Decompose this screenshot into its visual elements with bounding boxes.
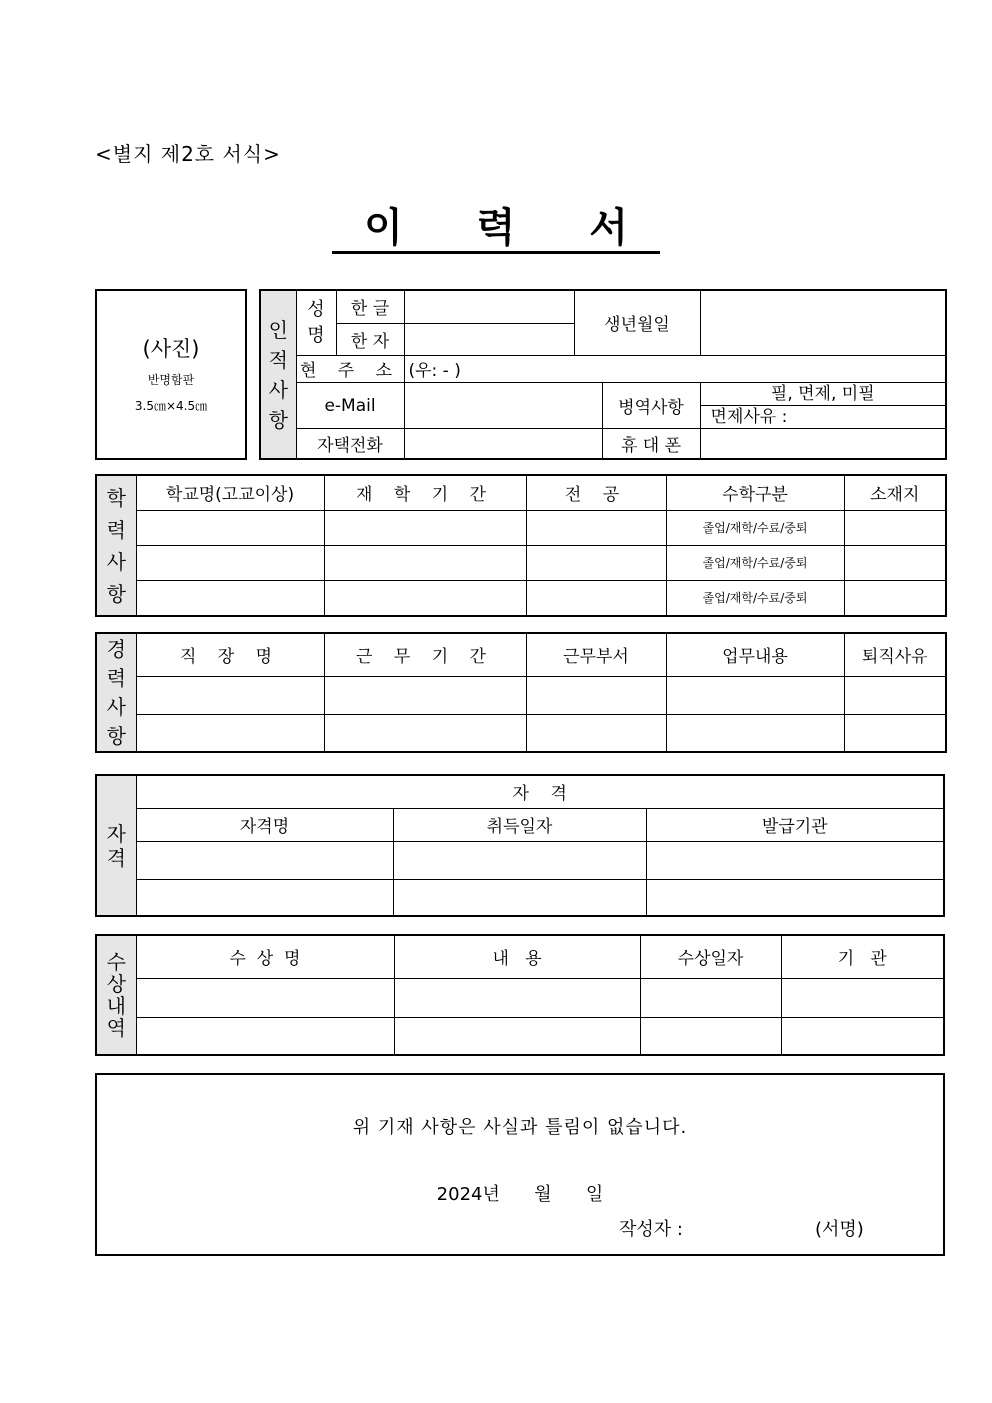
hangul-name-field[interactable] — [404, 290, 574, 323]
personal-info-table — [259, 289, 947, 460]
career-cell[interactable] — [666, 714, 844, 752]
qual-cell[interactable] — [136, 841, 393, 879]
photo-note-dimensions: 3.5㎝×4.5㎝ — [134, 399, 208, 413]
career-table — [95, 632, 947, 753]
personal-side-label: 인적사항 — [260, 290, 296, 459]
career-cell[interactable] — [324, 676, 526, 714]
birth-label: 생년월일 — [574, 290, 700, 355]
career-header-company: 직 장 명 — [136, 633, 324, 676]
award-cell[interactable] — [394, 1017, 640, 1055]
birth-field[interactable] — [700, 290, 946, 355]
hanja-label: 한 자 — [336, 323, 404, 355]
career-cell[interactable] — [666, 676, 844, 714]
career-cell[interactable] — [136, 714, 324, 752]
mobile-field[interactable] — [700, 429, 946, 459]
award-cell[interactable] — [640, 978, 781, 1017]
military-label: 병역사항 — [602, 383, 700, 429]
edu-cell[interactable] — [324, 510, 526, 545]
table-row — [96, 676, 946, 714]
edu-cell[interactable] — [526, 545, 666, 580]
career-header-period: 근 무 기 간 — [324, 633, 526, 676]
table-row — [96, 580, 946, 616]
military-cell — [700, 383, 946, 429]
award-header-content: 내 용 — [394, 935, 640, 978]
edu-cell[interactable] — [324, 545, 526, 580]
edu-cell[interactable] — [526, 510, 666, 545]
award-header-date: 수상일자 — [640, 935, 781, 978]
qualification-table — [95, 774, 945, 917]
award-cell[interactable] — [136, 1017, 394, 1055]
exempt-reason[interactable]: 면제사유 : — [710, 407, 788, 428]
edu-cell[interactable] — [136, 580, 324, 616]
photo-note-size: 반명함판 — [147, 373, 195, 387]
hanja-name-field[interactable] — [404, 323, 574, 355]
career-side-label: 경력사항 — [96, 633, 136, 752]
qualification-group-header: 자 격 — [136, 775, 944, 808]
declaration-box — [95, 1073, 945, 1256]
home-phone-field[interactable] — [404, 429, 602, 459]
award-header-org: 기 관 — [781, 935, 944, 978]
qual-cell[interactable] — [393, 879, 646, 916]
qual-cell[interactable] — [136, 879, 393, 916]
page-title: 이 력 서 — [0, 196, 992, 253]
qual-header-issuer: 발급기관 — [646, 808, 944, 841]
address-label: 현 주 소 — [296, 355, 404, 382]
qual-cell[interactable] — [646, 841, 944, 879]
sign-label[interactable]: (서명) — [815, 1219, 864, 1240]
edu-cell[interactable] — [844, 545, 946, 580]
award-cell[interactable] — [640, 1017, 781, 1055]
qual-header-name: 자격명 — [136, 808, 393, 841]
qual-cell[interactable] — [393, 841, 646, 879]
qual-header-date: 취득일자 — [393, 808, 646, 841]
career-cell[interactable] — [526, 676, 666, 714]
edu-header-location: 소재지 — [844, 475, 946, 510]
form-label: <별지 제2호 서식> — [95, 142, 281, 166]
education-table — [95, 474, 947, 617]
table-row — [96, 714, 946, 752]
hangul-label: 한 글 — [336, 290, 404, 323]
edu-cell[interactable] — [844, 510, 946, 545]
name-label: 성명 — [296, 290, 336, 355]
address-field[interactable]: (우: - ) — [404, 355, 946, 382]
table-row — [96, 510, 946, 545]
career-cell[interactable] — [844, 714, 946, 752]
career-cell[interactable] — [844, 676, 946, 714]
qual-cell[interactable] — [646, 879, 944, 916]
military-options: 필, 면제, 미필 — [701, 383, 946, 406]
table-row — [96, 978, 944, 1017]
edu-status-cell[interactable]: 졸업/재학/수료/중퇴 — [666, 510, 844, 545]
email-label: e-Mail — [296, 383, 404, 429]
declaration-text: 위 기재 사항은 사실과 틀림이 없습니다. — [352, 1117, 688, 1138]
career-header-department: 근무부서 — [526, 633, 666, 676]
table-row — [96, 841, 944, 879]
awards-side-label: 수상내역 — [96, 935, 136, 1055]
photo-box — [95, 289, 247, 460]
photo-label: (사진) — [142, 337, 200, 361]
award-header-name: 수 상 명 — [136, 935, 394, 978]
qualification-side-label: 자격 — [96, 775, 136, 916]
edu-cell[interactable] — [844, 580, 946, 616]
edu-header-period: 재 학 기 간 — [324, 475, 526, 510]
edu-header-major: 전 공 — [526, 475, 666, 510]
edu-cell[interactable] — [324, 580, 526, 616]
edu-cell[interactable] — [136, 545, 324, 580]
edu-header-status: 수학구분 — [666, 475, 844, 510]
career-header-reason: 퇴직사유 — [844, 633, 946, 676]
home-phone-label: 자택전화 — [296, 429, 404, 459]
table-row — [96, 545, 946, 580]
edu-status-cell[interactable]: 졸업/재학/수료/중퇴 — [666, 545, 844, 580]
award-cell[interactable] — [781, 978, 944, 1017]
education-side-label: 학력사항 — [96, 475, 136, 616]
career-cell[interactable] — [136, 676, 324, 714]
career-header-duty: 업무내용 — [666, 633, 844, 676]
edu-cell[interactable] — [526, 580, 666, 616]
declaration-date[interactable]: 2024년 월 일 — [436, 1184, 604, 1205]
mobile-label: 휴 대 폰 — [602, 429, 700, 459]
email-field[interactable] — [404, 383, 602, 429]
award-cell[interactable] — [394, 978, 640, 1017]
table-row — [96, 879, 944, 916]
edu-header-school: 학교명(고교이상) — [136, 475, 324, 510]
career-cell[interactable] — [324, 714, 526, 752]
table-row — [96, 1017, 944, 1055]
career-cell[interactable] — [526, 714, 666, 752]
writer-label: 작성자 : — [619, 1219, 683, 1240]
edu-cell[interactable] — [136, 510, 324, 545]
award-cell[interactable] — [781, 1017, 944, 1055]
edu-status-cell[interactable]: 졸업/재학/수료/중퇴 — [666, 580, 844, 616]
award-cell[interactable] — [136, 978, 394, 1017]
awards-table — [95, 934, 945, 1056]
